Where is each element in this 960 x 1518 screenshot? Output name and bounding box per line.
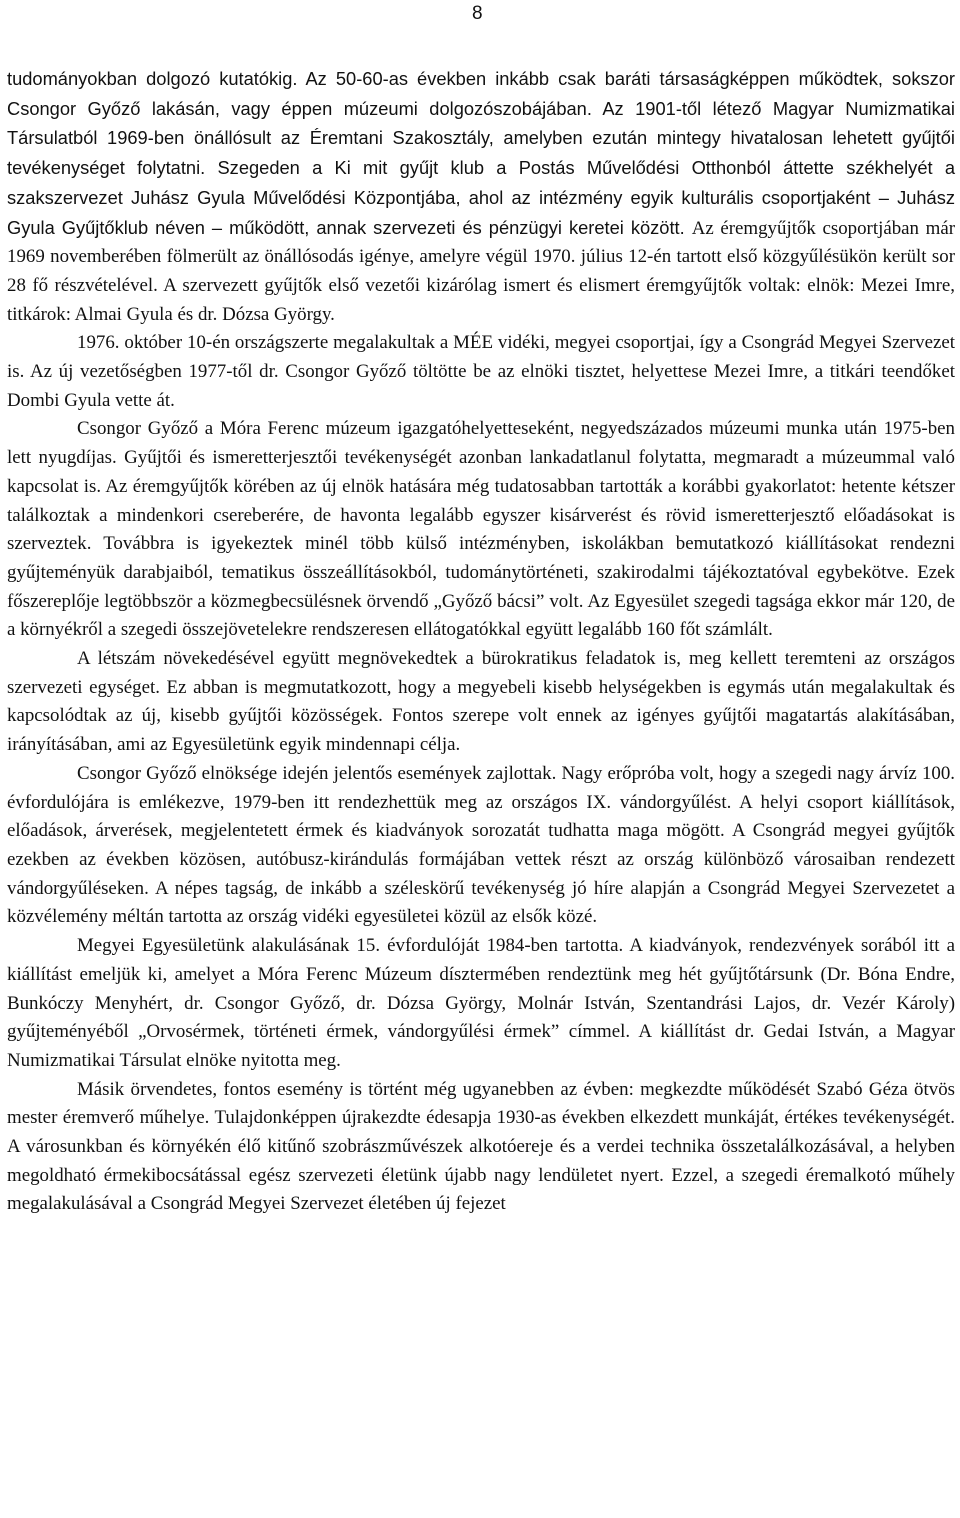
paragraph-1-serif-segment: Az éremgyűjtők csoportjában már 1969 novemberében fölmerült az önállósodás igénye, amelyre végül 1970. július 12-én tartott első közgyűlésükön került sor 28 fő részvételével. A szervezett gyűjtők első vezetői kizárólag ismert és elismert éremgyűjtők voltak: elnök: Mezei Imre, titkárok: Almai Gyula és dr. Dózsa György. xyxy=(7,217,956,325)
paragraph-2: 1976. október 10-én országszerte megalakultak a MÉE vidéki, megyei csoportjai, így a Csongrád Megyei Szervezet is. Az új vezetőségben 1977-től dr. Csongor Győző töltötte be az elnöki tisztet, helyettese Mezei Imre, a titkári teendőket Dombi Gyula vette át. xyxy=(7,332,955,411)
paragraph-5: Csongor Győző elnöksége idején jelentős események zajlottak. Nagy erőpróba volt, hogy a szegedi nagy árvíz 100. évfordulójára is emlékezve, 1979-ben itt rendezhettük meg az országos IX. vándorgyűlést. A helyi csoport kiállítások, előadások, árverések, megjelentetett érmek és kiadványok sorozatát tudhatta maga mögött. A Csongrád megyei gyűjtők ezekben az években közösen, autóbusz-kirándulás formájában vettek részt az ország különböző városaiban rendezett vándorgyűléseken. A népes tagság, de inkább a széleskörű tevékenység jó híre alapján a Csongrád Megyei Szervezetet a közvélemény méltán tartotta az ország vidéki egyesületei közül az elsők közé. xyxy=(7,762,955,928)
paragraph-6: Megyei Egyesületünk alakulásának 15. évfordulóját 1984-ben tartotta. A kiadványok, rendezvények sorából itt a kiállítást emeljük ki, amelyet a Móra Ferenc Múzeum dísztermében rendeztünk meg hét gyűjtőtársunk (Dr. Bóna Endre, Bunkóczy Menyhért, dr. Csongor Győző, dr. Dózsa György, Molnár István, Szentandrási Lajos, dr. Vezér Károly) gyűjteményéből „Orvosérmek, történeti érmek, vándorgyűlési érmek” címmel. A kiállítást dr. Gedai István, a Magyar Numizmatikai Társulat elnöke nyitotta meg. xyxy=(7,935,955,1071)
body-text xyxy=(7,65,955,1219)
paragraph-3: Csongor Győző a Móra Ferenc múzeum igazgatóhelyetteseként, negyedszázados múzeumi munka után 1975-ben lett nyugdíjas. Gyűjtői és ismeretterjesztői tevékenységét azonban lankadatlanul folytatta, megmaradt a múzeummal való kapcsolat is. Az éremgyűjtők körében az új elnök hatására még tudatosabban tartották a korábbi gyakorlatot: hetente kétszer találkoztak a mindenkori csereberére, de havonta legalább egyszer kisárverést és rövid ismeretterjesztő előadásokat is szerveztek. Továbbra is igyekeztek minél több külső intézményben, iskolákban bemutatkozó kiállításokat rendezni gyűjteményük darabjaiból, tematikus összeállításokból, tudománytörténeti, szakirodalmi tájékoztatóval egybekötve. Ezek főszereplője legtöbbször a közmegbecsülésnek örvendő „Győző bácsi” volt. Az Egyesület szegedi tagsága ekkor már 120, de a környékről a szegedi összejövetelekre rendszeresen ellátogatókkal együtt legalább 160 főt számlált. xyxy=(7,418,955,641)
paragraph-1-sans-segment: tudományokban dolgozó kutatókig. Az 50-60-as években inkább csak baráti társaságképpen működtek, sokszor Csongor Győző lakásán, vagy éppen múzeumi dolgozószobájában. Az 1901-től létező Magyar Numizmatikai Társulatból 1969-ben önállósult az Éremtani Szakosztály, amelyben ezután mintegy hivatalosan lehetett gyűjtői tevékenységet folytatni. Szegeden a Ki mit gyűjt klub a Postás Művelődési Otthonból áttette székhelyét a szakszervezet Juhász Gyula Művelődési Központjába, ahol az intézmény egyik kulturális csoportjaként – Juhász Gyula Gyűjtőklub néven – működött, annak szervezeti és pénzügyi keretei között. xyxy=(7,68,955,238)
paragraph-7: Másik örvendetes, fontos esemény is történt még ugyanebben az évben: megkezdte működését Szabó Géza ötvös mester éremverő műhelye. Tulajdonképpen újrakezdte édesapja 1930-as években elkezdett munkáját, értékes tevékenységét. A városunkban és környékén élő kitűnő szobrászművészek alkotóereje és a verdei technika összetalálkozásával, a helyben megoldható érmekibocsátással egész szervezeti életünk újabb nagy lendületet nyert. Ezzel, a szegedi éremalkotó műhely megalakulásával a Csongrád Megyei Szervezet életében új fejezet xyxy=(7,1078,955,1215)
paragraph-1 xyxy=(7,65,955,329)
paragraph-4: A létszám növekedésével együtt megnövekedtek a bürokratikus feladatok is, meg kellett teremteni az országos szervezeti egységet. Ez abban is megmutatkozott, hogy a megyebeli kisebb helységekben is egymás után megalakultak és kapcsolódtak az új, kisebb gyűjtői közösségek. Fontos szerepe volt ennek az igényes gyűjtői magatartás alakításában, irányításában, ami az Egyesületünk egyik mindennapi célja. xyxy=(7,648,955,756)
page-number: 8 xyxy=(472,3,483,24)
